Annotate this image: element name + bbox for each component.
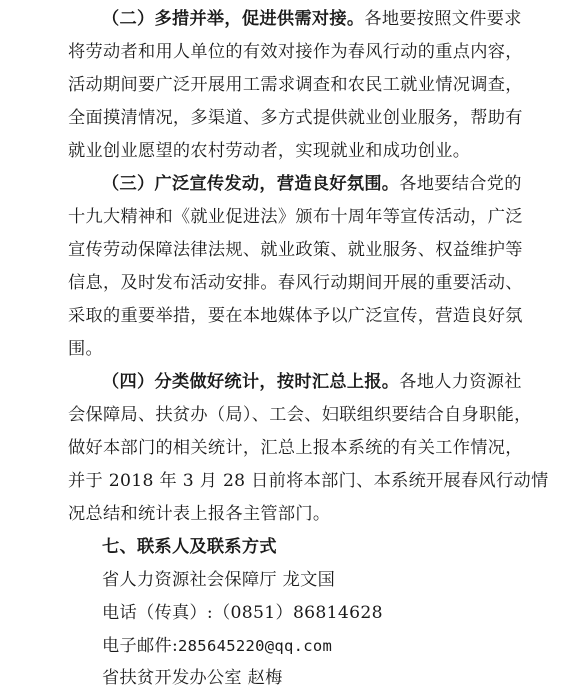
section-three-line-1: （三）广泛宣传发动，营造良好氛围。各地要结合党的 xyxy=(102,174,522,194)
section-three-line-4: 信息，及时发布活动安排。春风行动期间开展的重要活动、 xyxy=(68,273,523,293)
contact-phone xyxy=(102,597,383,630)
section-four-line-2: 会保障局、扶贫办（局）、工会、妇联组织要结合自身职能， xyxy=(68,405,532,425)
section-two-line-1: （二）多措并举，促进供需对接。各地要按照文件要求 xyxy=(102,9,522,29)
contact-email xyxy=(102,630,332,663)
contact-org-2: 省扶贫开发办公室 赵梅 xyxy=(102,668,283,688)
section-two-heading: （二）多措并举，促进供需对接。 xyxy=(102,9,365,29)
section-three-line-2: 十九大精神和《就业促进法》颁布十周年等宣传活动，广泛 xyxy=(68,207,523,227)
section-four-heading: （四）分类做好统计，按时汇总上报。 xyxy=(102,372,400,392)
section-two-line-4: 全面摸清情况，多渠道、多方式提供就业创业服务，帮助有 xyxy=(68,108,523,128)
section-four-line-5: 况总结和统计表上报各主管部门。 xyxy=(68,504,331,524)
section-two-line-3: 活动期间要广泛开展用工需求调查和农民工就业情况调查， xyxy=(68,75,523,95)
section-three-heading: （三）广泛宣传发动，营造良好氛围。 xyxy=(102,174,400,194)
section-four-line-3: 做好本部门的相关统计，汇总上报本系统的有关工作情况， xyxy=(68,438,523,458)
section-two xyxy=(68,3,524,168)
section-three-line-3: 宣传劳动保障法律法规、就业政策、就业服务、权益维护等 xyxy=(68,240,523,260)
section-two-line-2: 将劳动者和用人单位的有效对接作为春风行动的重点内容， xyxy=(68,42,523,62)
phone-value: （0851）86814628 xyxy=(213,603,383,623)
email-label: 电子邮件: xyxy=(102,636,179,656)
section-four xyxy=(68,366,549,531)
section-two-line-5: 就业创业愿望的农村劳动者，实现就业和成功创业。 xyxy=(68,141,471,161)
section-three xyxy=(68,168,524,366)
contact-org-1: 省人力资源社会保障厅 龙文国 xyxy=(102,570,336,590)
section-three-line-5: 采取的重要举措，要在本地媒体予以广泛宣传，营造良好氛 xyxy=(68,306,523,326)
contact-heading: 七、联系人及联系方式 xyxy=(102,537,277,557)
phone-label: 电话（传真）: xyxy=(102,603,214,623)
section-three-line-6: 围。 xyxy=(68,339,103,359)
email-value: 285645220@qq.com xyxy=(178,637,333,655)
section-four-line-4: 并于 2018 年 3 月 28 日前将本部门、本系统开展春风行动情 xyxy=(68,471,549,491)
section-four-line-1: （四）分类做好统计，按时汇总上报。各地人力资源社 xyxy=(102,372,522,392)
